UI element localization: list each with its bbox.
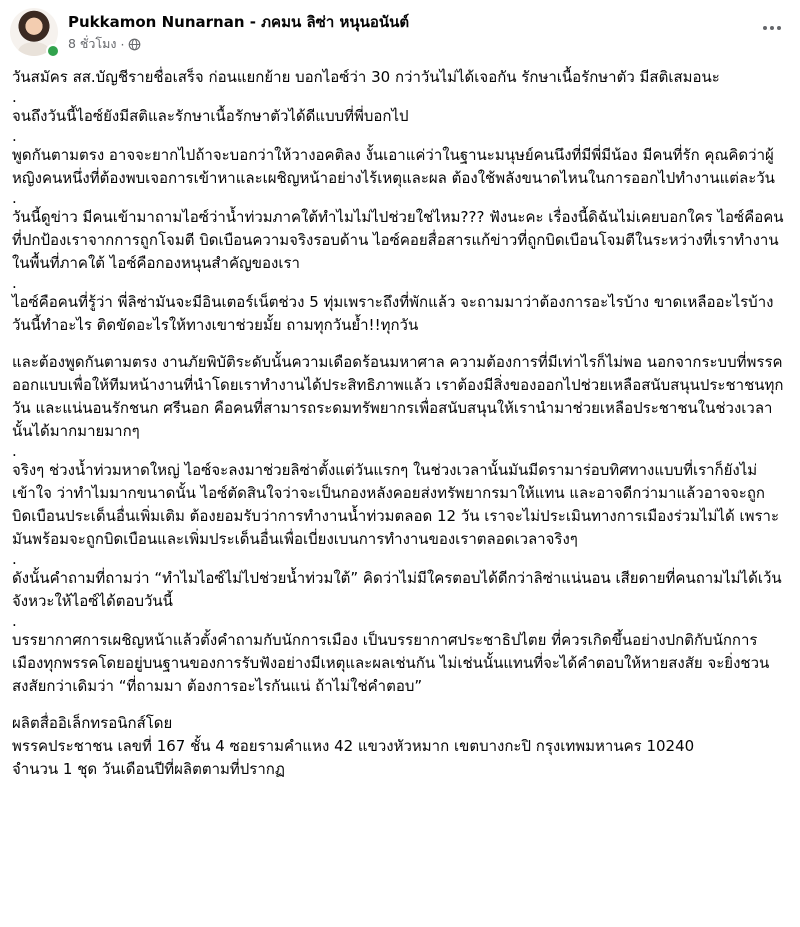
paragraph: ไอซ์คือคนที่รู้ว่า พี่ลิซ่ามันจะมีอินเตอร์เน็ตช่วง 5 ทุ่มเพราะถึงที่พักแล้ว จะถามมาว่าต้องการอะไรบ้าง ขาดเหลืออะไรบ้าง วันนี้ทำอะไร ติดขัดอะไรให้ทางเขาช่วยมั้ย ถามทุกวันย้ำ!!ทุกวัน [12, 293, 774, 334]
paragraph: วันสมัคร สส.บัญชีรายชื่อเสร็จ ก่อนแยกย้าย บอกไอซ์ว่า 30 กว่าวันไม่ได้เจอกัน รักษาเนื้อรักษาตัว มีสติเสมอนะ [12, 68, 720, 86]
paragraph: ดังนั้นคำถามที่ถามว่า “ทำไมไอซ์ไม่ไปช่วยน้ำท่วมใต้” คิดว่าไม่มีใครตอบได้ดีกว่าลิซ่าแน่นอน เสียดายที่คนถามไม่ได้เว้นจังหวะให้ไอซ์ได้ตอบวันนี้ [12, 569, 782, 610]
publisher-address: พรรคประชาชน เลขที่ 167 ชั้น 4 ซอยรามคำแหง 42 แขวงหัวหมาก เขตบางกะปิ กรุงเทพมหานคร 10240 [12, 737, 695, 755]
online-status-dot [46, 44, 60, 58]
paragraph: จนถึงวันนี้ไอซ์ยังมีสติและรักษาเนื้อรักษาตัวได้ดีแบบที่พี่บอกไป [12, 107, 409, 125]
post-meta [68, 34, 141, 54]
spacer-dot: . [12, 88, 17, 106]
publisher-line: ผลิตสื่ออิเล็กทรอนิกส์โดย [12, 714, 173, 732]
spacer-dot: . [12, 189, 17, 207]
more-options-icon[interactable] [760, 18, 784, 38]
post-body [12, 66, 788, 781]
spacer-dot: . [12, 274, 17, 292]
paragraph: และต้องพูดกันตามตรง งานภัยพิบัติระดับนั้นความเดือดร้อนมหาศาล ความต้องการที่มีเท่าไรก็ไม่พอ นอกจากระบบที่พรรคออกแบบเพื่อให้ทีมหน้างานที่นำโดยเราทำงานได้ประสิทธิภาพแล้ว เราต้องมีสิ่งของออกไปช่วยเหลือสนับสนุนประชาชนทุกวัน และแน่นอนรักชนก ศรีนอก คือคนที่สามารถระดมทรัพยากรเพื่อสนับสนุนให้เรานำมาช่วยเหลือประชาชนในช่วงเวลานั้นได้มากมายมากๆ [12, 353, 784, 440]
paragraph-gap [12, 698, 788, 712]
publisher-quantity: จำนวน 1 ชุด วันเดือนปีที่ผลิตตามที่ปรากฏ [12, 760, 285, 778]
globe-icon [128, 38, 141, 51]
paragraph: จริงๆ ช่วงน้ำท่วมหาดใหญ่ ไอซ์จะลงมาช่วยลิซ่าตั้งแต่วันแรกๆ ในช่วงเวลานั้นมันมีดรามาร่อบทิศทางแบบที่เราก็ยังไม่เข้าใจ ว่าทำไมมากขนาดนั้น ไอซ์ตัดสินใจว่าจะเป็นกองหลังคอยส่งทรัพยากรมาให้แทน และอาจดีกว่ามาแล้วอาจจะถูกบิดเบือนประเด็นอื่นเพิ่มเติม ต้องยอมรับว่าการทำงานน้ำท่วมตลอด 12 วัน เราจะไม่ประเมินทางการเมืองร่วมไม่ได้ เพราะมันพร้อมจะถูกบิดเบือนและเพิ่มประเด็นอื่นเพื่อเบี่ยงเบนการทำงานของเราตลอดเวลาจริงๆ [12, 461, 780, 548]
paragraph: บรรยากาศการเผชิญหน้าแล้วตั้งคำถามกับนักการเมือง เป็นบรรยากาศประชาธิปไตย ที่ควรเกิดขึ้นอย่างปกติกับนักการเมืองทุกพรรคโดยอยู่บนฐานของการรับฟังอย่างมีเหตุและผลเช่นกัน ไม่เช่นนั้นแทนที่จะได้คำตอบให้หายสงสัย จะยิ่งชวนสงสัยกว่าเดิมว่า “ที่ถามมา ต้องการอะไรกันแน่ ถ้าไม่ใช่คำตอบ” [12, 631, 770, 695]
paragraph: พูดกันตามตรง อาจจะยากไปถ้าจะบอกว่าให้วางอคติลง งั้นเอาแค่ว่าในฐานะมนุษย์คนนึงที่มีพี่มีน้อง มีคนที่รัก คุณคิดว่าผู้หญิงคนหนึ่งที่ต้องพบเจอการเข้าหาและเผชิญหน้าอย่างไร้เหตุและผล ต้องใช้พลังขนาดไหนในการออกไปทำงานแต่ละวัน [12, 146, 775, 187]
spacer-dot: . [12, 442, 17, 460]
paragraph-gap [12, 337, 788, 351]
meta-separator: · [120, 36, 125, 52]
spacer-dot: . [12, 550, 17, 568]
spacer-dot: . [12, 127, 17, 145]
post-time[interactable]: 8 ชั่วโมง [68, 36, 117, 51]
paragraph: วันนี้ดูข่าว มีคนเข้ามาถามไอซ์ว่าน้ำท่วมภาคใต้ทำไมไม่ไปช่วยใช่ไหม??? ฟังนะคะ เรื่องนี้ดิฉันไม่เคยบอกใคร ไอซ์คือคนที่ปกป้องเราจากการถูกโจมตี บิดเบือนความจริงรอบด้าน ไอซ์คอยสื่อสารแก้ข่าวที่ถูกบิดเบือนโจมตีในระหว่างที่เราทำงานในพื้นที่ภาคใต้ ไอซ์คือกองหนุนสำคัญของเรา [12, 208, 784, 272]
post-header [10, 6, 790, 58]
spacer-dot: . [12, 612, 17, 630]
author-name[interactable]: Pukkamon Nunarnan - ภคมน ลิซ่า หนุนอนันต์ [68, 13, 410, 31]
